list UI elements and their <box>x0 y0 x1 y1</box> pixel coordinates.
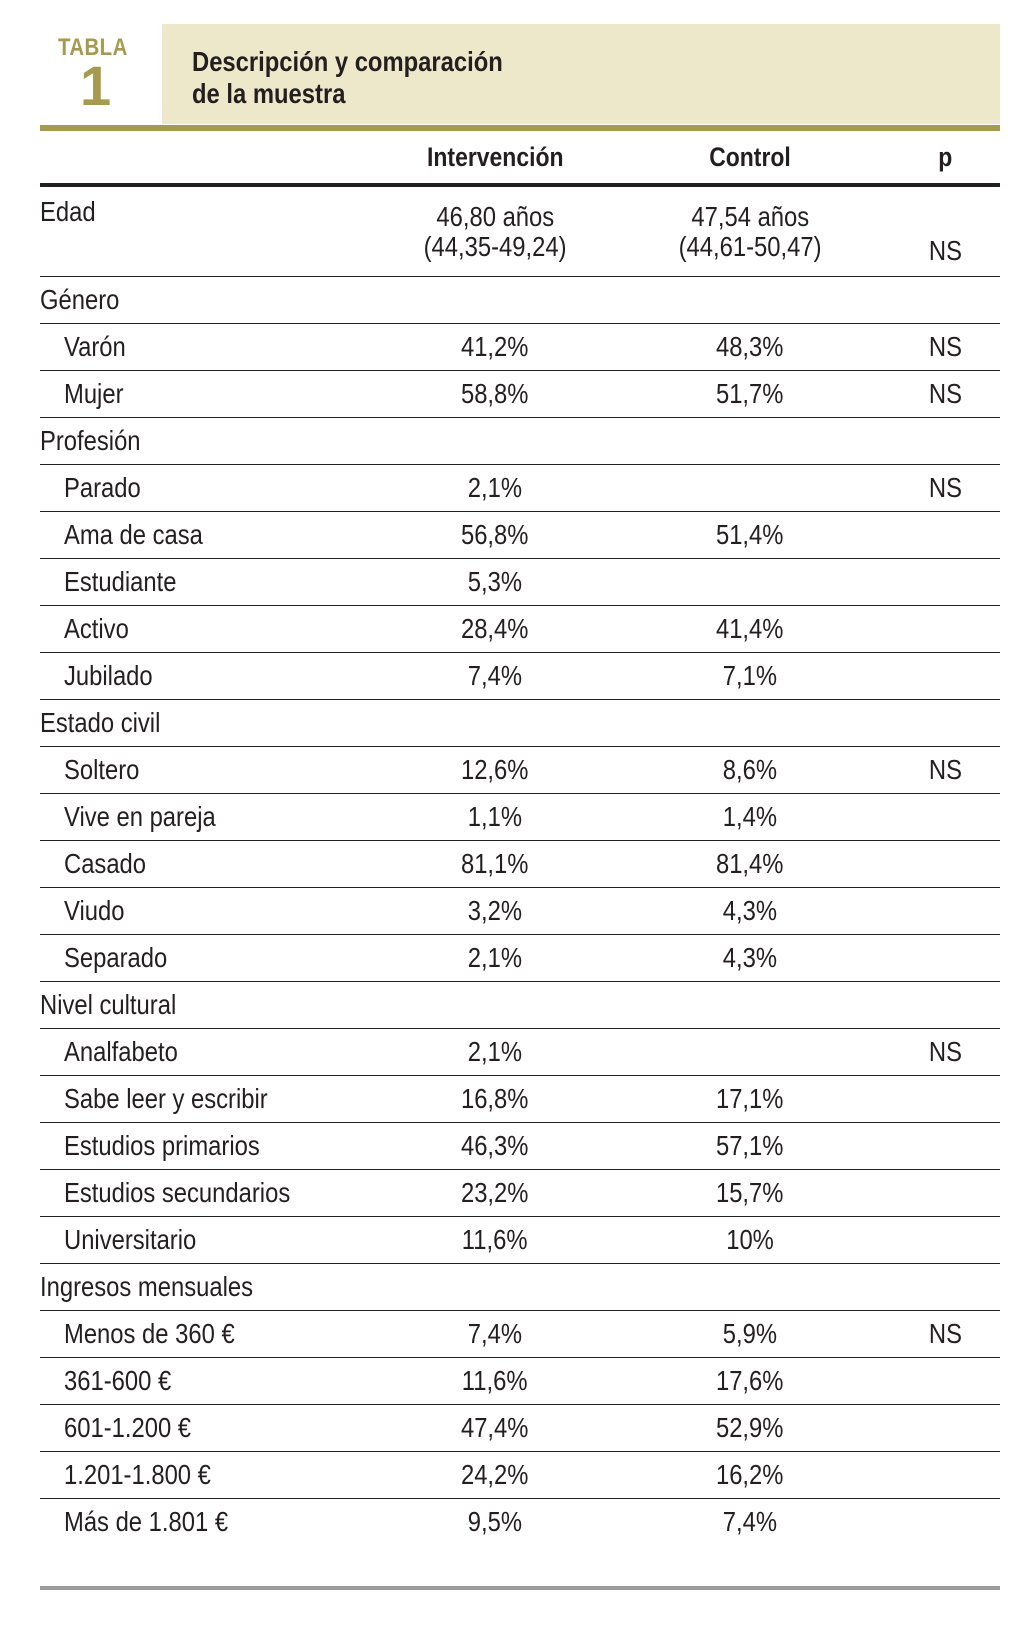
intervencion-value: 1,1% <box>380 794 610 841</box>
p-value: NS <box>890 371 1000 418</box>
p-value <box>890 841 1000 888</box>
control-value: 51,7% <box>610 371 890 418</box>
control-value: 16,2% <box>610 1452 890 1499</box>
table-row <box>40 747 1000 794</box>
control-value: 7,1% <box>610 653 890 700</box>
table-row <box>40 841 1000 888</box>
row-label: Casado <box>40 841 380 888</box>
row-label: 361-600 € <box>40 1358 380 1405</box>
table-row <box>40 1405 1000 1452</box>
control-value: 51,4% <box>610 512 890 559</box>
table-row <box>40 1452 1000 1499</box>
row-label: Ama de casa <box>40 512 380 559</box>
intervencion-value: 2,1% <box>380 1029 610 1076</box>
intervencion-value: 12,6% <box>380 747 610 794</box>
intervencion-value: 47,4% <box>380 1405 610 1452</box>
p-value: NS <box>890 465 1000 512</box>
p-value <box>890 606 1000 653</box>
p-value <box>890 1076 1000 1123</box>
table-number-block <box>40 24 160 124</box>
section-label: Nivel cultural <box>40 982 1000 1029</box>
section-row <box>40 700 1000 747</box>
p-value: NS <box>890 1029 1000 1076</box>
table-row <box>40 324 1000 371</box>
intervencion-value: 7,4% <box>380 1311 610 1358</box>
table-row <box>40 465 1000 512</box>
control-value: 4,3% <box>610 888 890 935</box>
intervencion-value: 46,3% <box>380 1123 610 1170</box>
p-value <box>890 1499 1000 1546</box>
bottom-divider <box>40 1586 1000 1590</box>
control-value: 15,7% <box>610 1170 890 1217</box>
control-value <box>610 1029 890 1076</box>
p-value <box>890 653 1000 700</box>
control-value <box>610 559 890 606</box>
table-row <box>40 888 1000 935</box>
p-value <box>890 1452 1000 1499</box>
p-value <box>890 1358 1000 1405</box>
intervencion-value: 7,4% <box>380 653 610 700</box>
section-label: Estado civil <box>40 700 1000 747</box>
p-value <box>890 559 1000 606</box>
control-value: 41,4% <box>610 606 890 653</box>
table-row <box>40 1076 1000 1123</box>
table-row <box>40 1217 1000 1264</box>
table-row <box>40 1029 1000 1076</box>
control-value: 57,1% <box>610 1123 890 1170</box>
intervencion-value: 16,8% <box>380 1076 610 1123</box>
table-row <box>40 794 1000 841</box>
row-label: Jubilado <box>40 653 380 700</box>
row-label: Universitario <box>40 1217 380 1264</box>
row-label: Analfabeto <box>40 1029 380 1076</box>
control-value: 48,3% <box>610 324 890 371</box>
table-row <box>40 1311 1000 1358</box>
control-value: 8,6% <box>610 747 890 794</box>
table-title-block <box>162 24 1000 124</box>
edad-control: 47,54 años (44,61-50,47) <box>610 185 890 277</box>
row-label: Separado <box>40 935 380 982</box>
column-header-label <box>40 131 380 185</box>
row-label: Varón <box>40 324 380 371</box>
control-value: 52,9% <box>610 1405 890 1452</box>
row-label: 1.201-1.800 € <box>40 1452 380 1499</box>
column-header-row <box>40 131 1000 185</box>
control-value: 4,3% <box>610 935 890 982</box>
row-label: Más de 1.801 € <box>64 1506 229 1537</box>
row-label: Mujer <box>40 371 380 418</box>
table-row <box>40 1499 1000 1546</box>
intervencion-value: 2,1% <box>380 465 610 512</box>
tabla-label: TABLA <box>58 34 128 61</box>
intervencion-value: 81,1% <box>380 841 610 888</box>
table-row <box>40 653 1000 700</box>
row-label: Estudios primarios <box>40 1123 380 1170</box>
row-label: Activo <box>40 606 380 653</box>
control-value: 17,1% <box>610 1076 890 1123</box>
control-value: 7,4% <box>722 1506 778 1537</box>
section-row <box>40 982 1000 1029</box>
table-row <box>40 371 1000 418</box>
p-value: NS <box>890 324 1000 371</box>
row-label: Viudo <box>40 888 380 935</box>
p-value <box>890 935 1000 982</box>
p-value <box>890 1217 1000 1264</box>
intervencion-value: 56,8% <box>380 512 610 559</box>
intervencion-value: 2,1% <box>380 935 610 982</box>
p-value <box>890 512 1000 559</box>
table-row <box>40 606 1000 653</box>
intervencion-value: 9,5% <box>467 1506 523 1537</box>
section-row <box>40 418 1000 465</box>
section-label: Ingresos mensuales <box>40 1264 1000 1311</box>
row-label: Sabe leer y escribir <box>40 1076 380 1123</box>
control-value: 1,4% <box>610 794 890 841</box>
row-label: Soltero <box>40 747 380 794</box>
control-value: 10% <box>610 1217 890 1264</box>
table-row <box>40 1170 1000 1217</box>
intervencion-value: 11,6% <box>380 1358 610 1405</box>
control-value: 81,4% <box>610 841 890 888</box>
table-header-banner <box>40 24 1000 124</box>
row-label: Estudiante <box>40 559 380 606</box>
control-value: 17,6% <box>610 1358 890 1405</box>
table-row <box>40 512 1000 559</box>
intervencion-value: 28,4% <box>380 606 610 653</box>
p-value <box>890 1170 1000 1217</box>
p-value: NS <box>890 747 1000 794</box>
section-label: Género <box>40 277 1000 324</box>
edad-intervencion: 46,80 años (44,35-49,24) <box>380 185 610 277</box>
row-label: Estudios secundarios <box>40 1170 380 1217</box>
intervencion-value: 58,8% <box>380 371 610 418</box>
table-title: Descripción y comparación de la muestra <box>192 46 503 109</box>
tabla-number: 1 <box>80 54 112 117</box>
intervencion-value: 41,2% <box>380 324 610 371</box>
intervencion-value: 3,2% <box>380 888 610 935</box>
column-header-p: p <box>890 131 1000 185</box>
table-row-edad <box>40 185 1000 277</box>
section-row <box>40 1264 1000 1311</box>
column-header-intervencion: Intervención <box>380 131 610 185</box>
row-label: Parado <box>40 465 380 512</box>
control-value: 5,9% <box>610 1311 890 1358</box>
intervencion-value: 5,3% <box>380 559 610 606</box>
table-row <box>40 1358 1000 1405</box>
p-value <box>890 1123 1000 1170</box>
section-label: Profesión <box>40 418 1000 465</box>
table-row <box>40 559 1000 606</box>
edad-p: NS <box>890 185 1000 277</box>
row-label: Menos de 360 € <box>40 1311 380 1358</box>
row-label: Vive en pareja <box>40 794 380 841</box>
p-value <box>890 888 1000 935</box>
sample-comparison-table <box>40 131 1000 1545</box>
intervencion-value: 11,6% <box>380 1217 610 1264</box>
control-value <box>610 465 890 512</box>
intervencion-value: 24,2% <box>380 1452 610 1499</box>
p-value <box>890 1405 1000 1452</box>
p-value <box>890 794 1000 841</box>
intervencion-value: 23,2% <box>380 1170 610 1217</box>
row-label: Edad <box>40 185 380 277</box>
section-row <box>40 277 1000 324</box>
column-header-control: Control <box>610 131 890 185</box>
p-value: NS <box>890 1311 1000 1358</box>
row-label: 601-1.200 € <box>40 1405 380 1452</box>
table-row <box>40 935 1000 982</box>
table-row <box>40 1123 1000 1170</box>
